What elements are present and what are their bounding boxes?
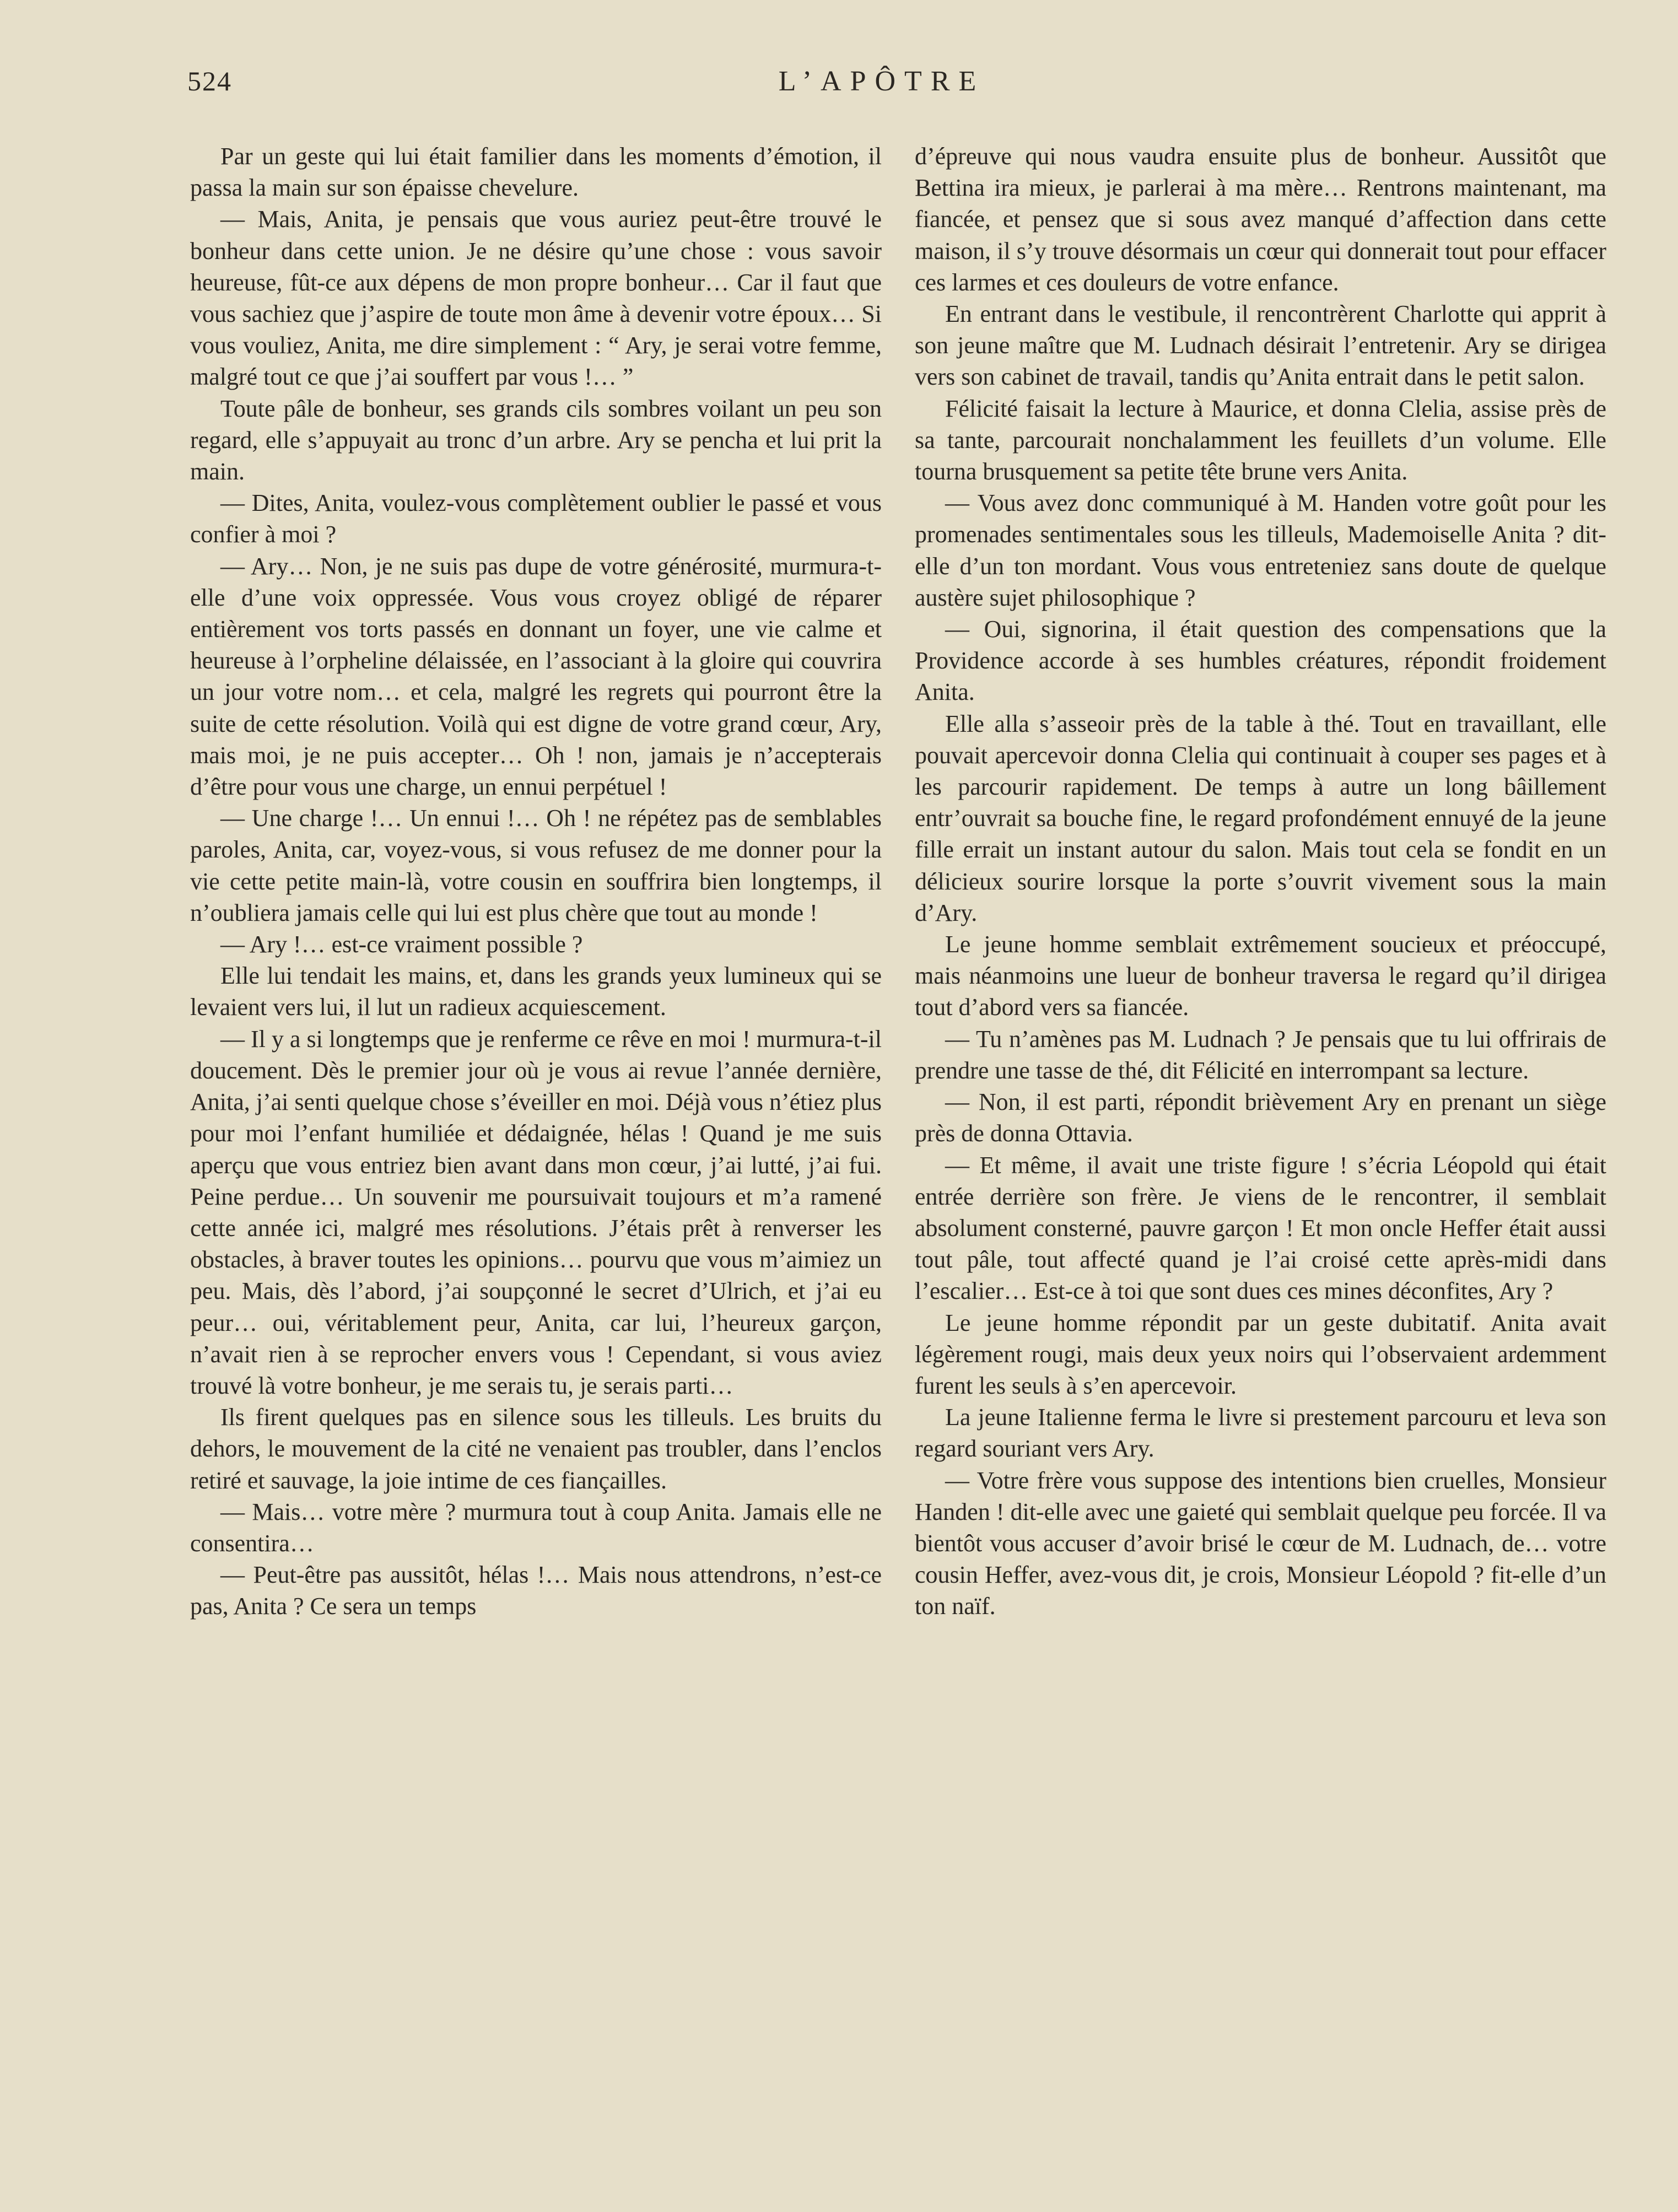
left-column: [190, 141, 882, 1622]
paragraph: — Oui, signorina, il était question des compensations que la Providence accorde à ses humbles créatures, répondit froidement Anita.: [915, 616, 1606, 706]
paragraph: — Non, il est parti, répondit brièvement Ary en prenant un siège près de donna Ottavia.: [915, 1088, 1606, 1147]
running-title: L’APÔTRE: [778, 66, 985, 97]
paragraph: — Tu n’amènes pas M. Ludnach ? Je pensais que tu lui offrirais de prendre une tasse de thé, dit Félicité en interrompant sa lecture.: [915, 1025, 1606, 1084]
paragraph: — Mais, Anita, je pensais que vous auriez peut-être trouvé le bonheur dans cette union. Je ne désire qu’une chose : vous savoir heureuse, fût-ce aux dépens de mon propre bonheur… Car il faut que vous sachiez que j’aspire de toute mon âme à devenir votre époux… Si vous vouliez, Anita, me dire simplement : “ Ary, je serai votre femme, malgré tout ce que j’ai souffert par vous !… ”: [190, 206, 882, 391]
paragraph: Par un geste qui lui était familier dans les moments d’émotion, il passa la main sur son épaisse chevelure.: [190, 143, 882, 202]
paragraph: — Une charge !… Un ennui !… Oh ! ne répétez pas de semblables paroles, Anita, car, voyez-vous, si vous refusez de me donner pour la vie cette petite main-là, votre cousin en souffrira bien longtemps, il n’oubliera jamais celle qui lui est plus chère que tout au monde !: [190, 805, 882, 926]
paragraph: Elle alla s’asseoir près de la table à thé. Tout en travaillant, elle pouvait apercevoir donna Clelia qui continuait à couper ses pages et à les parcourir rapidement. De temps à autre un long bâillement entr’ouvrait sa bouche fine, le regard profondément ennuyé de la jeune fille errait un instant autour du salon. Mais tout cela se fondit en un délicieux sourire lorsque la porte s’ouvrit vivement sous la main d’Ary.: [915, 710, 1606, 926]
paragraph: Elle lui tendait les mains, et, dans les grands yeux lumineux qui se levaient vers lui, il lut un radieux acquiescement.: [190, 962, 882, 1021]
right-column: [915, 141, 1606, 1622]
paragraph: — Ary !… est-ce vraiment possible ?: [220, 931, 583, 958]
paragraph-continued: d’épreuve qui nous vaudra ensuite plus de bonheur. Aussitôt que Bettina ira mieux, je parlerai à ma mère… Rentrons maintenant, ma fiancée, et pensez que si sous avez manqué d’affection dans cette maison, il s’y trouve désormais un cœur qui donnerait tout pour effacer ces larmes et ces douleurs de votre enfance.: [915, 143, 1606, 296]
paragraph: — Vous avez donc communiqué à M. Handen votre goût pour les promenades sentimentales sous les tilleuls, Mademoiselle Anita ? dit-elle d’un ton mordant. Vous vous entreteniez sans doute de quelque austère sujet philosophique ?: [915, 489, 1606, 611]
paragraph: Le jeune homme semblait extrêmement soucieux et préoccupé, mais néanmoins une lueur de bonheur traversa le regard qu’il dirigea tout d’abord vers sa fiancée.: [915, 931, 1606, 1021]
paragraph: — Dites, Anita, voulez-vous complètement oublier le passé et vous confier à moi ?: [190, 489, 882, 548]
paragraph: — Peut-être pas aussitôt, hélas !… Mais nous attendrons, n’est-ce pas, Anita ? Ce sera un temps: [190, 1561, 882, 1620]
paragraph: En entrant dans le vestibule, il rencontrèrent Charlotte qui apprit à son jeune maître que M. Ludnach désirait l’entretenir. Ary se dirigea vers son cabinet de travail, tandis qu’Anita entrait dans le petit salon.: [915, 300, 1606, 391]
paragraph: — Ary… Non, je ne suis pas dupe de votre générosité, murmura-t-elle d’une voix oppressée. Vous vous croyez obligé de réparer entièrement vos torts passés en donnant un foyer, une vie calme et heureuse à l’orpheline délaissée, en l’associant à la gloire qui couvrira un jour votre nom… et cela, malgré les regrets qui pourront être la suite de cette résolution. Voilà qui est digne de votre grand cœur, Ary, mais moi, je ne puis accepter… Oh ! non, jamais je n’accepterais d’être pour vous une charge, un ennui perpétuel !: [190, 552, 882, 801]
paragraph: — Et même, il avait une triste figure ! s’écria Léopold qui était entrée derrière son frère. Je viens de le rencontrer, il semblait absolument consterné, pauvre garçon ! Et mon oncle Heffer était aussi tout pâle, tout affecté quand je l’ai croisé cette après-midi dans l’escalier… Est-ce à toi que sont dues ces mines déconfites, Ary ?: [915, 1151, 1606, 1305]
paragraph: Le jeune homme répondit par un geste dubitatif. Anita avait légèrement rougi, mais deux yeux noirs qui l’observaient ardemment furent les seuls à s’en apercevoir.: [915, 1309, 1606, 1399]
page-number: 524: [187, 66, 232, 96]
paragraph: — Votre frère vous suppose des intentions bien cruelles, Monsieur Handen ! dit-elle avec une gaieté qui semblait quelque peu forcée. Il va bientôt vous accuser d’avoir brisé le cœur de M. Ludnach, de… votre cousin Heffer, avez-vous dit, je crois, Monsieur Léopold ? fit-elle d’un ton naïf.: [915, 1466, 1606, 1620]
paragraph: Toute pâle de bonheur, ses grands cils sombres voilant un peu son regard, elle s’appuyait au tronc d’un arbre. Ary se pencha et lui prit la main.: [190, 395, 882, 485]
running-head: [187, 65, 1576, 109]
paragraph: Félicité faisait la lecture à Maurice, et donna Clelia, assise près de sa tante, parcourait nonchalamment les feuillets d’un volume. Elle tourna brusquement sa petite tête brune vers Anita.: [915, 395, 1606, 485]
paragraph: La jeune Italienne ferma le livre si prestement parcouru et leva son regard souriant vers Ary.: [915, 1404, 1606, 1463]
paragraph: Ils firent quelques pas en silence sous les tilleuls. Les bruits du dehors, le mouvement de la cité ne venaient pas troubler, dans l’enclos retiré et sauvage, la joie intime de ces fiançailles.: [190, 1404, 882, 1494]
paragraph: — Il y a si longtemps que je renferme ce rêve en moi ! murmura-t-il doucement. Dès le premier jour où je vous ai revue l’année dernière, Anita, j’ai senti quelque chose s’éveiller en moi. Déjà vous n’étiez plus pour moi l’enfant humiliée et dédaignée, hélas ! Quand je me suis aperçu que vous entriez bien avant dans mon cœur, j’ai lutté, j’ai fui. Peine perdue… Un souvenir me poursuivait toujours et m’a ramené cette année ici, malgré mes résolutions. J’étais prêt à renverser les obstacles, à braver toutes les opinions… pourvu que vous m’aimiez un peu. Mais, dès l’abord, j’ai soupçonné le secret d’Ulrich, et j’ai eu peur… oui, véritablement peur, Anita, car lui, l’heureux garçon, n’avait rien à se reprocher envers vous ! Cependant, si vous aviez trouvé là votre bonheur, je me serais tu, je serais parti…: [190, 1025, 882, 1399]
paragraph: — Mais… votre mère ? murmura tout à coup Anita. Jamais elle ne consentira…: [190, 1498, 882, 1557]
